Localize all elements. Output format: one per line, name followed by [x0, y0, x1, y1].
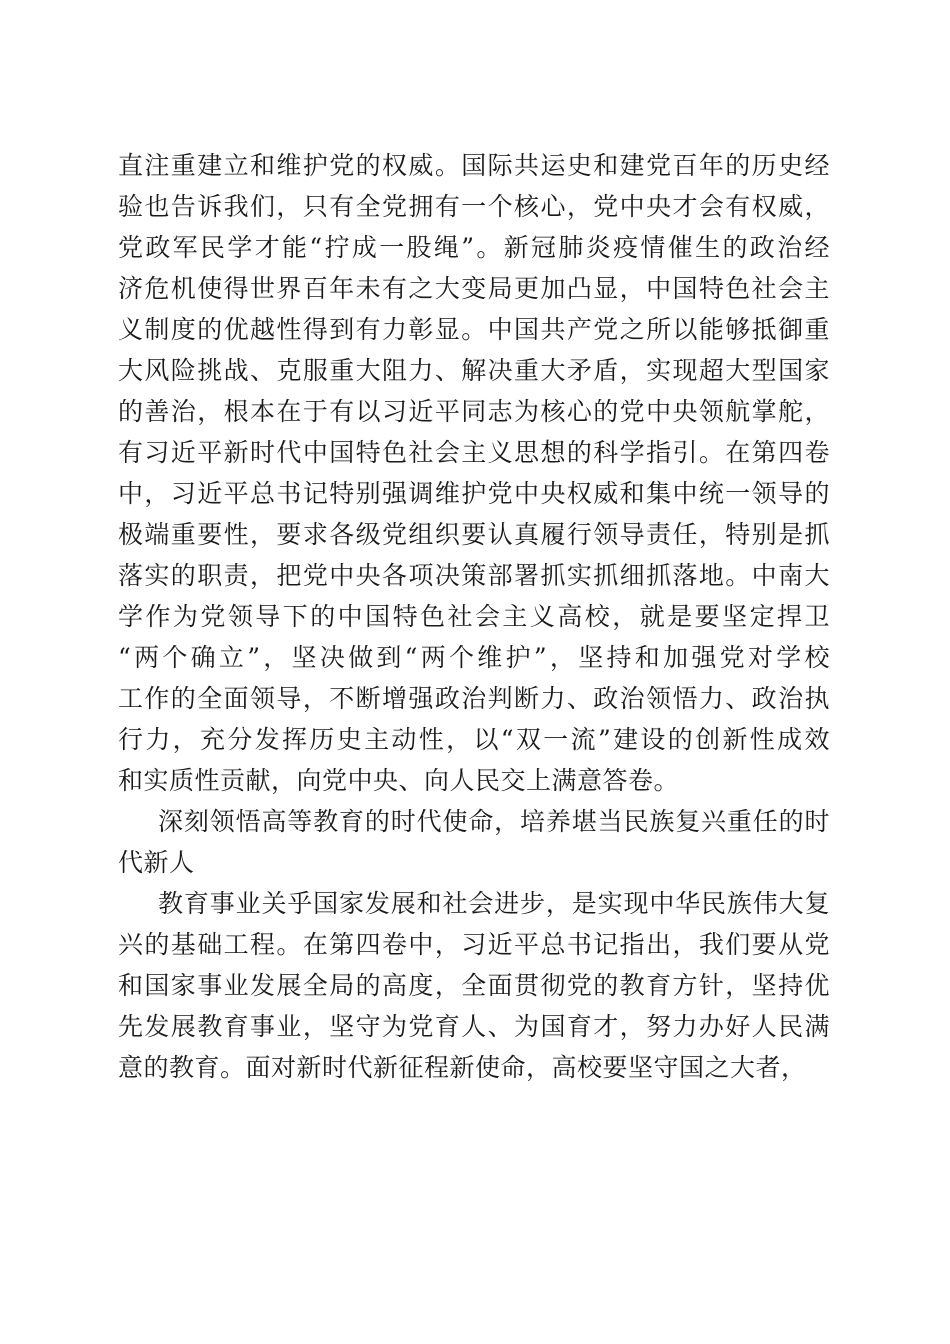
- text-line: 先发展教育事业，坚守为党育人、为国育才，努力办好人民满: [118, 1012, 830, 1041]
- text-line: 落实的职责，把党中央各项决策部署抓实抓细抓落地。中南大: [118, 561, 830, 590]
- text-line: 验也告诉我们，只有全党拥有一个核心，党中央才会有权威，: [118, 192, 830, 221]
- text-line: “两个确立”，坚决做到“两个维护”，坚持和加强党对学校: [118, 643, 830, 672]
- text-line: 中，习近平总书记特别强调维护党中央权威和集中统一领导的: [118, 479, 830, 508]
- text-line: 代新人: [118, 848, 195, 877]
- text-line: 极端重要性，要求各级党组织要认真履行领导责任，特别是抓: [118, 520, 830, 549]
- text-line: 直注重建立和维护党的权威。国际共运史和建党百年的历史经: [118, 151, 830, 180]
- text-line: 大风险挑战、克服重大阻力、解决重大矛盾，实现超大型国家: [118, 356, 830, 385]
- document-body: [118, 145, 830, 1088]
- text-line: 和国家事业发展全局的高度，全面贯彻党的教育方针，坚持优: [118, 971, 830, 1000]
- text-line: 济危机使得世界百年未有之大变局更加凸显，中国特色社会主: [118, 274, 830, 303]
- text-line: 意的教育。面对新时代新征程新使命，高校要坚守国之大者，: [118, 1053, 807, 1082]
- text-line: 教育事业关乎国家发展和社会进步，是实现中华民族伟大复: [158, 889, 830, 918]
- text-line: 义制度的优越性得到有力彰显。中国共产党之所以能够抵御重: [118, 315, 830, 344]
- paragraph-education-cause: [118, 883, 830, 1088]
- text-line: 工作的全面领导，不断增强政治判断力、政治领悟力、政治执: [118, 684, 830, 713]
- text-line: 兴的基础工程。在第四卷中，习近平总书记指出，我们要从党: [118, 930, 830, 959]
- text-line: 深刻领悟高等教育的时代使命，培养堪当民族复兴重任的时: [158, 807, 830, 836]
- text-line: 和实质性贡献，向党中央、向人民交上满意答卷。: [118, 766, 680, 795]
- text-line: 学作为党领导下的中国特色社会主义高校，就是要坚定捍卫: [118, 602, 830, 631]
- text-line: 行力，充分发挥历史主动性，以“双一流”建设的创新性成效: [118, 725, 830, 754]
- text-line: 党政军民学才能“拧成一股绳”。新冠肺炎疫情催生的政治经: [118, 233, 830, 262]
- paragraph-party-authority: [118, 145, 830, 801]
- section-heading-education-mission: [118, 801, 830, 883]
- text-line: 有习近平新时代中国特色社会主义思想的科学指引。在第四卷: [118, 438, 830, 467]
- text-line: 的善治，根本在于有以习近平同志为核心的党中央领航掌舵，: [118, 397, 830, 426]
